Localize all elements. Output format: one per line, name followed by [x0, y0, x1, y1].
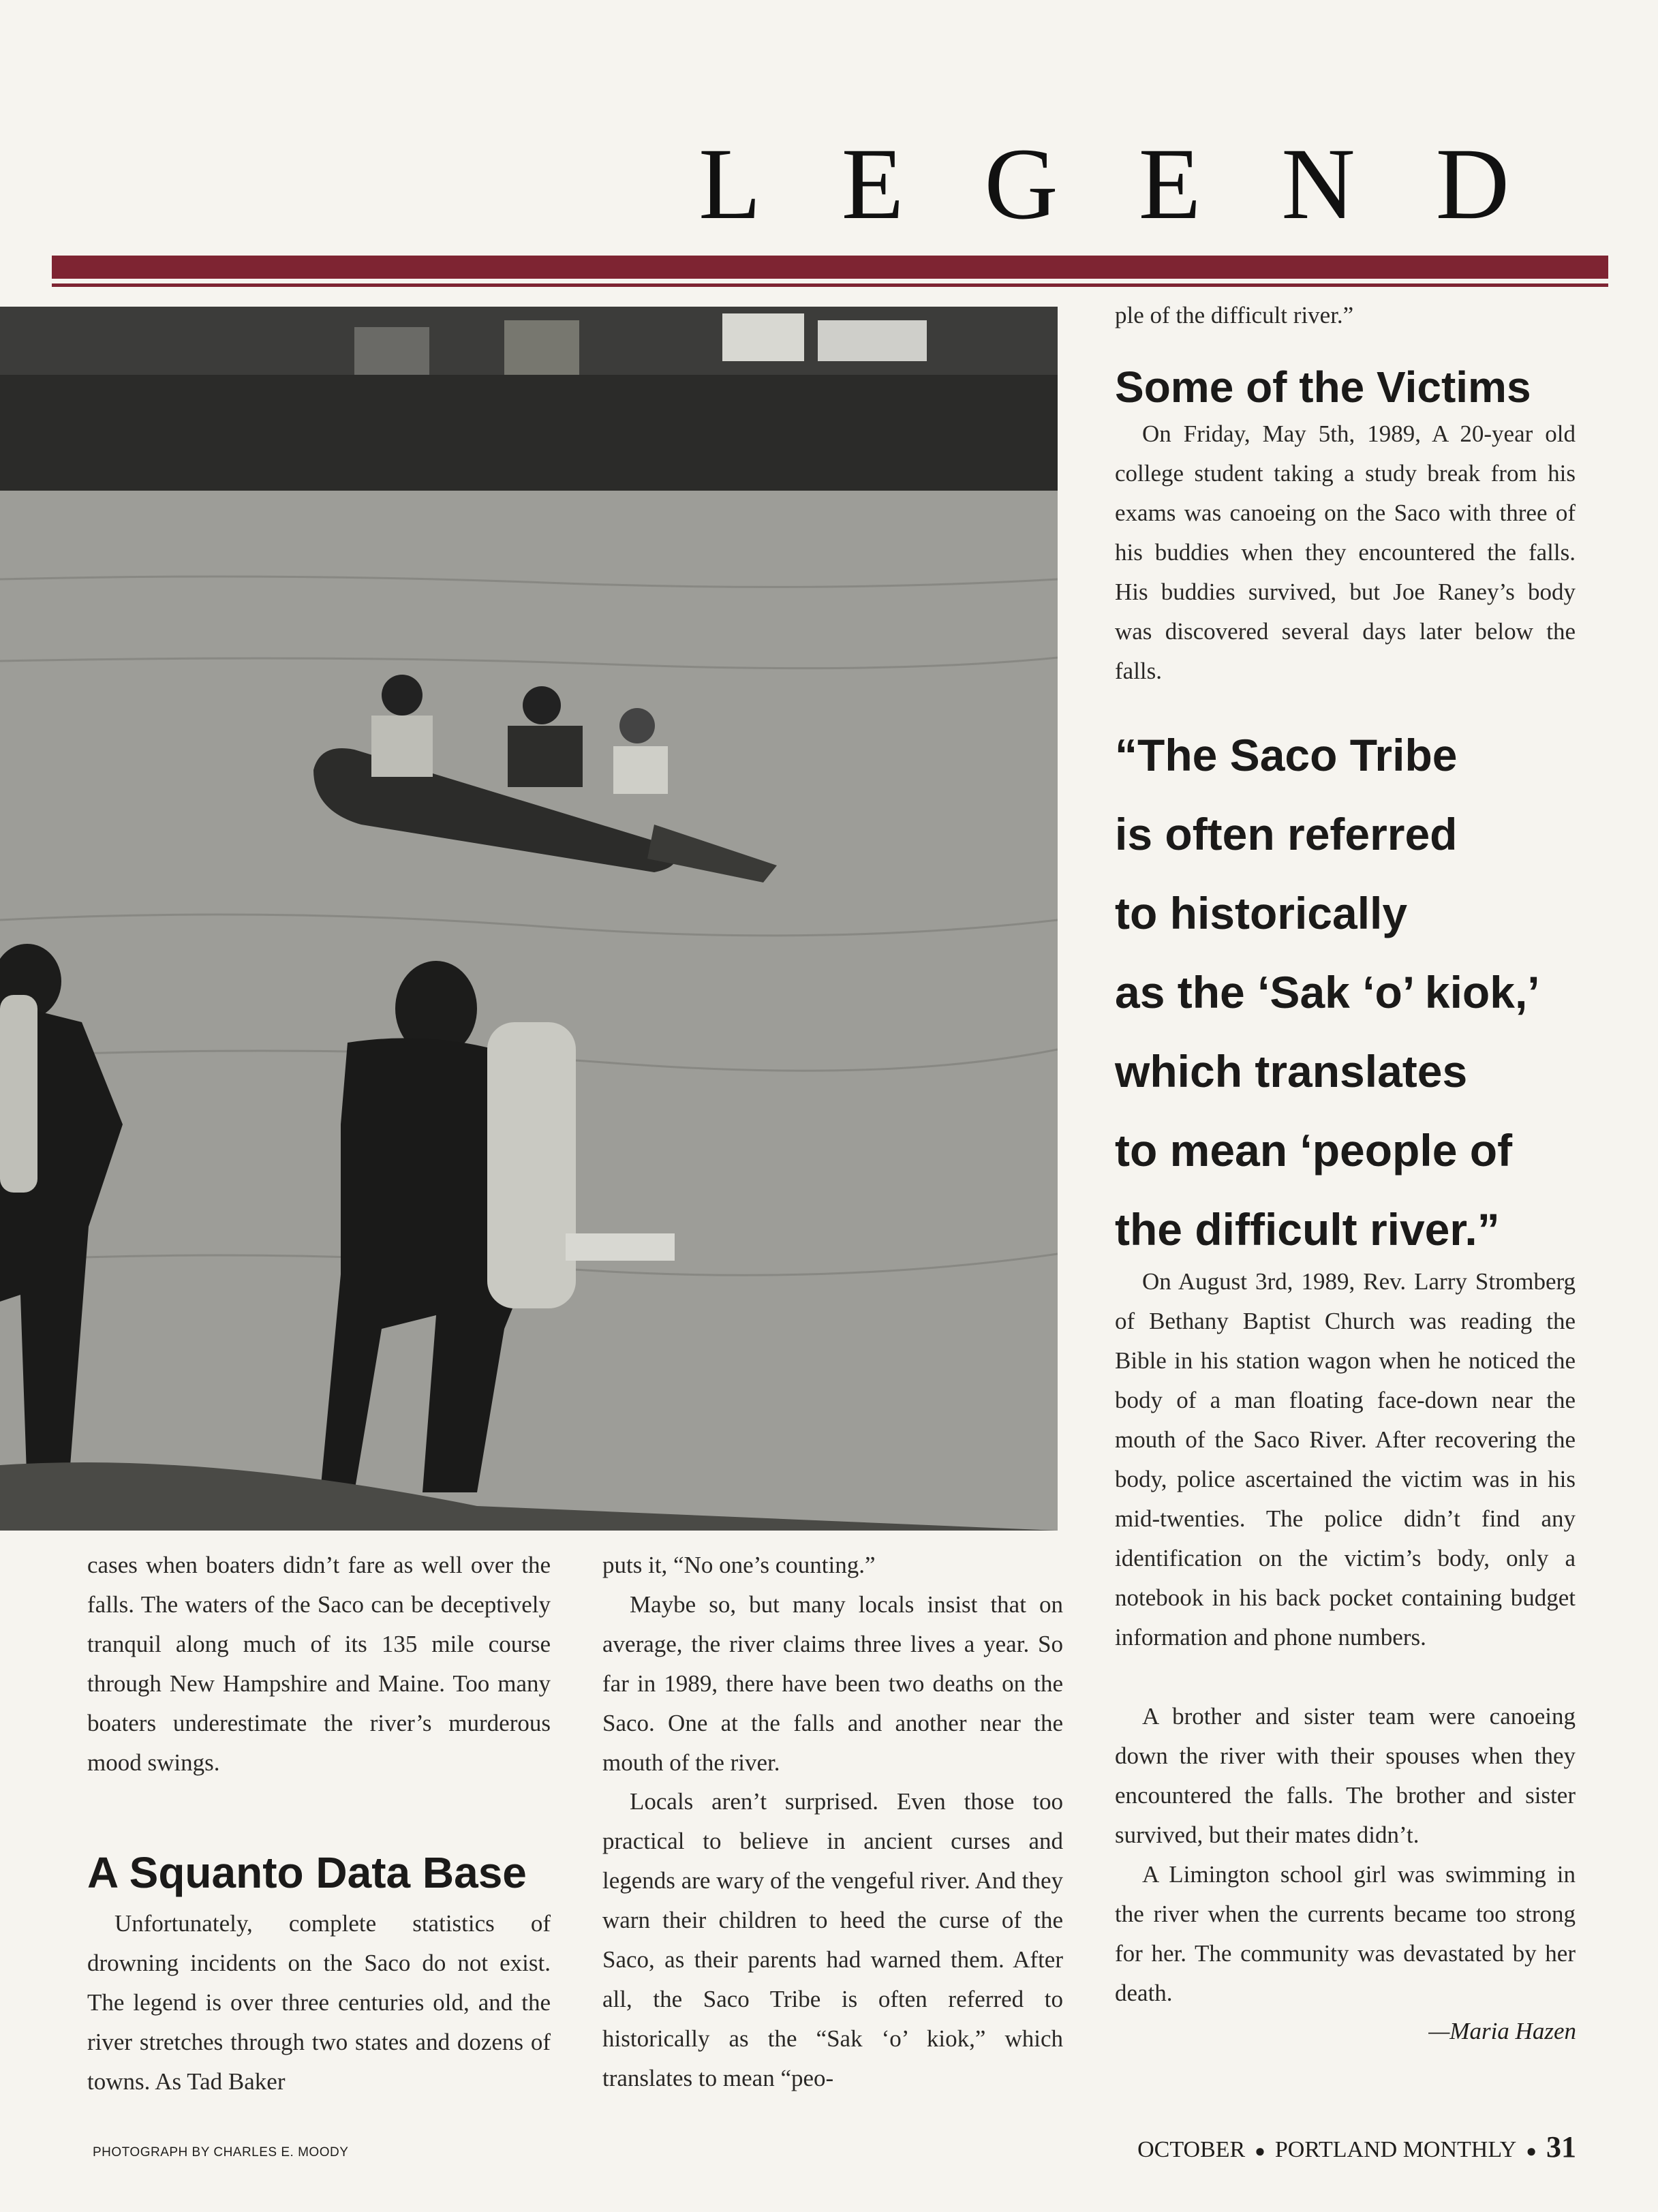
- header-rule-thin: [52, 283, 1608, 287]
- pull-quote: [1115, 716, 1633, 1269]
- col3-paragraph-1: On Friday, May 5th, 1989, A 20-year old college student taking a study break from his exams was canoeing on the Saco with three of his buddies when they encountered the falls. His buddies survived, but Joe Raney’s body was discovered several days later below the falls.: [1115, 420, 1576, 684]
- folio-month: OCTOBER: [1137, 2137, 1246, 2162]
- heading-victims: Some of the Victims: [1115, 363, 1531, 412]
- photo-credit: PHOTOGRAPH BY CHARLES E. MOODY: [93, 2145, 349, 2160]
- col3-paragraph-3: A brother and sister team were canoeing down the river with their spouses when they encountered the falls. The brother and sister survived, but their mates didn’t.: [1115, 1703, 1576, 1848]
- page-number: 31: [1546, 2130, 1576, 2164]
- pull-quote-line: to mean ‘people of: [1115, 1125, 1513, 1176]
- heading-squanto: A Squanto Data Base: [87, 1848, 527, 1897]
- pull-quote-line: which translates: [1115, 1046, 1468, 1096]
- col2-paragraph-1: puts it, “No one’s counting.”: [602, 1552, 876, 1578]
- pull-quote-line: “The Saco Tribe: [1115, 730, 1458, 780]
- col2-paragraph-2: Maybe so, but many locals insist that on average, the river claims three lives a year. So far in 1989, there have been two deaths on the Saco. One at the falls and another near the mouth of the river.: [602, 1591, 1063, 1776]
- folio-magazine: PORTLAND MONTHLY: [1274, 2137, 1517, 2162]
- col1-paragraph-2: Unfortunately, complete statistics of drowning incidents on the Saco do not exist. The legend is over three centuries old, and the river stretches through two states and dozens of towns. As Tad Baker: [87, 1910, 551, 2095]
- col3-paragraph-0: ple of the difficult river.”: [1115, 302, 1354, 328]
- bullet-icon: ●: [1255, 2141, 1265, 2161]
- col2-paragraph-3: Locals aren’t surprised. Even those too practical to believe in ancient curses and legends are wary of the vengeful river. And they warn their children to heed the curse of the Saco, as their parents had warned them. After all, the Saco Tribe is often referred to historically as the “Sak ‘o’ kiok,” which translates to mean “peo-: [602, 1788, 1063, 2091]
- section-title-text: LEGEND: [698, 127, 1590, 241]
- pull-quote-line: to historically: [1115, 888, 1408, 938]
- col1-paragraph-1: cases when boaters didn’t fare as well over the falls. The waters of the Saco can be deceptively tranquil along much of its 135 mile course through New Hampshire and Maine. Too many boaters underestimate the river’s murderous mood swings.: [87, 1552, 551, 1776]
- col3-paragraph-2: On August 3rd, 1989, Rev. Larry Stromberg of Bethany Baptist Church was reading the Bible in his station wagon when he noticed the body of a man floating face-down near the mouth of the Saco River. After recovering the body, police ascertained the victim was in his mid-twenties. The police didn’t find any identification on the victim’s body, only a notebook in his back pocket containing budget information and phone numbers.: [1115, 1268, 1576, 1650]
- bullet-icon: ●: [1526, 2141, 1537, 2161]
- section-title: [698, 126, 1590, 242]
- pull-quote-line: as the ‘Sak ‘o’ kiok,’: [1115, 967, 1540, 1017]
- pull-quote-line: the difficult river.”: [1115, 1204, 1500, 1255]
- folio: [1137, 2130, 1576, 2164]
- byline: —Maria Hazen: [1428, 2018, 1576, 2044]
- photo-illustration: [0, 307, 1058, 1531]
- col3-paragraph-4: A Limington school girl was swimming in the river when the currents became too strong for her. The community was devastated by her death.: [1115, 1861, 1576, 2006]
- header-rule: [52, 256, 1608, 279]
- divers-photo: [0, 307, 1058, 1531]
- pull-quote-line: is often referred: [1115, 809, 1458, 859]
